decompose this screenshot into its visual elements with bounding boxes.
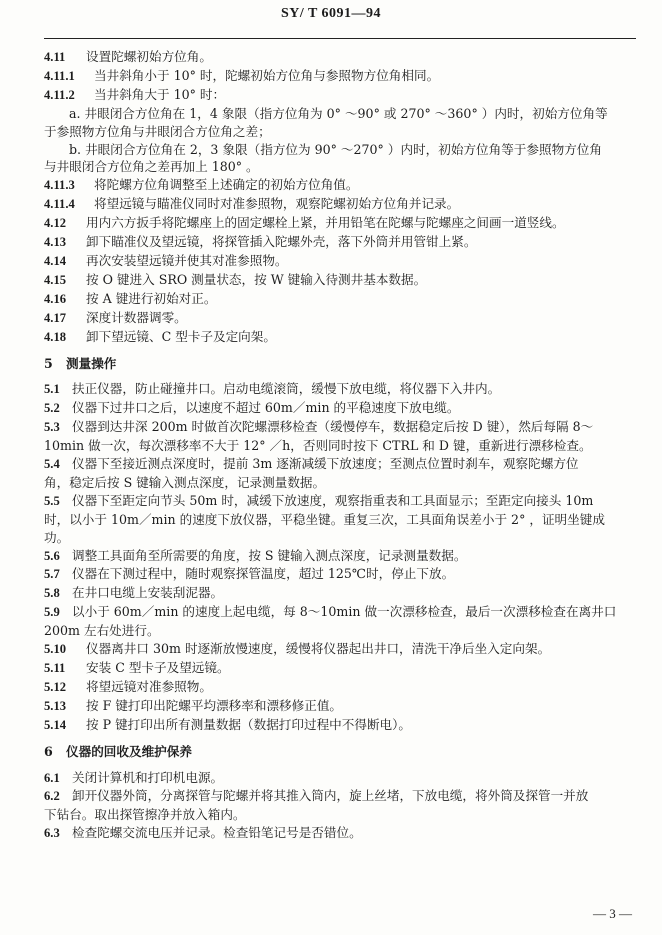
clause-text: 200m 左右处进行。 <box>44 623 160 639</box>
clause-text: 仪器下至距定向节头 50m 时，减缓下放速度，观察指重表和工具面显示；至距定向接头 10m <box>72 492 594 508</box>
text-line <box>44 290 636 309</box>
text-line <box>44 141 636 159</box>
clause-text: 当井斜角大于 10° 时： <box>94 86 226 102</box>
text-line <box>44 769 636 788</box>
header-rule <box>44 38 636 39</box>
clause-number: 4.18 <box>44 329 67 344</box>
section-title: 仪器的回收及维护保养 <box>66 743 192 759</box>
text-line <box>44 418 636 437</box>
section-title: 测量操作 <box>66 355 117 371</box>
clause-text: 与井眼闭合方位角之差再加上 180° 。 <box>44 159 259 175</box>
text-line <box>44 233 636 252</box>
text-line <box>44 787 636 806</box>
text-line <box>44 492 636 511</box>
clause-text: 仪器到达井深 200m 时做首次陀螺漂移检查（缓慢停车，数据稳定后按 D 键），然后每隔 8～ <box>72 419 594 435</box>
section-number: 5 <box>44 355 53 371</box>
clause-text: 仪器在下测过程中，随时观察探管温度，超过 125℃时，停止下放。 <box>72 566 455 582</box>
clause-number: 5.13 <box>44 698 67 713</box>
clause-text: 按 F 键打印出陀螺平均漂移率和漂移修正值。 <box>86 697 343 713</box>
clause-text: 将望远镜对准参照物。 <box>86 678 212 694</box>
text-line <box>44 214 636 233</box>
text-line <box>44 176 636 195</box>
clause-text: 将陀螺方位角调整至上述确定的初始方位角值。 <box>94 177 359 193</box>
clause-text: 仪器离井口 30m 时逐渐放慢速度，缓慢将仪器起出井口，清洗干净后坐入定向架。 <box>86 641 551 657</box>
text-line <box>44 806 636 824</box>
text-line <box>44 380 636 399</box>
text-line <box>44 328 636 347</box>
clause-text: 在井口电缆上安装刮泥器。 <box>72 585 224 601</box>
clause-text: 按 A 键进行初始对正。 <box>86 290 217 306</box>
text-line <box>44 437 636 455</box>
clause-number: 4.14 <box>44 253 67 268</box>
clause-number: 5.1 <box>44 382 60 397</box>
section-5-items <box>44 380 636 734</box>
text-line <box>44 547 636 566</box>
page-header: SY/ T 6091—94 <box>280 6 382 21</box>
clause-number: 5.10 <box>44 642 67 657</box>
clause-number: 5.9 <box>44 605 60 620</box>
clause-number: 4.16 <box>44 291 67 306</box>
clause-number: 6.1 <box>44 770 60 785</box>
clause-text: 当井斜角小于 10° 时，陀螺初始方位角与参照物方位角相同。 <box>94 67 440 83</box>
clause-text: 仪器下至接近测点深度时，提前 3m 逐渐减缓下放速度；至测点位置时刹车，观察陀螺方位 <box>72 456 579 472</box>
clause-text: 关闭计算机和打印机电源。 <box>72 769 224 785</box>
clause-number: 6.2 <box>44 789 60 804</box>
text-line <box>44 67 636 86</box>
clause-text: 扶正仪器，防止碰撞井口。启动电缆滚筒，缓慢下放电缆，将仪器下入井内。 <box>72 381 501 397</box>
clause-text: 卸下望远镜、C 型卡子及定向架。 <box>86 328 276 344</box>
clause-text: 将望远镜与瞄准仪同时对准参照物，观察陀螺初始方位角并记录。 <box>94 196 460 212</box>
clause-text: 按 P 键打印出所有测量数据（数据打印过程中不得断电）。 <box>86 716 412 732</box>
clause-number: 5.4 <box>44 457 60 472</box>
clause-text: b. 井眼闭合方位角在 2，3 象限（指方位为 90° ～270° ）内时，初始方位角等于参照物方位角 <box>69 141 602 157</box>
text-line <box>44 622 636 640</box>
section-6-heading <box>44 743 636 761</box>
text-line <box>44 123 636 141</box>
clause-text: 深度计数器调零。 <box>86 309 187 325</box>
text-line <box>44 474 636 492</box>
text-line <box>44 697 636 716</box>
text-line <box>44 252 636 271</box>
clause-text: 角，稳定后按 S 键输入测点深度，记录测量数据。 <box>44 474 326 490</box>
section-5-heading <box>44 355 636 373</box>
section-4-items <box>44 48 636 347</box>
clause-number: 5.5 <box>44 493 60 508</box>
clause-number: 5.3 <box>44 420 60 435</box>
clause-number: 4.11.4 <box>44 197 75 212</box>
text-line <box>44 455 636 474</box>
text-line <box>44 716 636 735</box>
clause-text: 卸下瞄准仪及望远镜，将探管插入陀螺外壳，落下外筒并用管钳上紧。 <box>86 234 477 250</box>
clause-number: 5.6 <box>44 548 60 563</box>
clause-text: 调整工具面角至所需要的角度，按 S 键输入测点深度，记录测量数据。 <box>72 547 467 563</box>
text-line <box>44 529 636 547</box>
clause-text: a. 井眼闭合方位角在 1，4 象限（指方位角为 0° ～90° 或 270° ～360° ）内时，初始方位角等 <box>69 105 608 121</box>
clause-number: 5.14 <box>44 717 67 732</box>
clause-text: 10min 做一次，每次漂移率不大于 12° ／h，否则同时按下 CTRL 和 D 键，重新进行漂移检查。 <box>44 438 592 454</box>
clause-number: 4.13 <box>44 235 67 250</box>
clause-text: 按 O 键进入 SRO 测量状态，按 W 键输入待测井基本数据。 <box>86 271 427 287</box>
section-6-items <box>44 769 636 844</box>
text-line <box>44 48 636 67</box>
clause-text: 设置陀螺初始方位角。 <box>86 49 212 64</box>
clause-text: 再次安装望远镜并使其对准参照物。 <box>86 252 288 268</box>
text-line <box>44 565 636 584</box>
text-line <box>44 399 636 418</box>
clause-text: 于参照物方位角与井眼闭合方位角之差； <box>44 123 271 139</box>
text-line <box>44 678 636 697</box>
text-line <box>44 824 636 843</box>
clause-text: 功。 <box>44 529 70 545</box>
text-line <box>44 603 636 622</box>
clause-text: 以小于 60m／min 的速度上起电缆，每 8～10min 做一次漂移检查，最后一次漂移检查在离井口 <box>72 604 617 620</box>
clause-number: 4.11.3 <box>44 178 75 193</box>
text-line <box>44 195 636 214</box>
clause-text: 安装 C 型卡子及望远镜。 <box>86 660 230 675</box>
text-line <box>44 309 636 328</box>
clause-number: 5.2 <box>44 401 60 416</box>
text-line <box>44 105 636 123</box>
clause-number: 4.12 <box>44 216 67 231</box>
clause-text: 用内六方扳手将陀螺座上的固定螺栓上紧，并用铅笔在陀螺与陀螺座之间画一道竖线。 <box>86 215 565 231</box>
text-line <box>44 659 636 678</box>
clause-text: 仪器下过井口之后，以速度不超过 60m／min 的平稳速度下放电缆。 <box>72 400 460 416</box>
clause-number: 5.11 <box>44 661 66 675</box>
text-line <box>44 271 636 290</box>
clause-text: 卸开仪器外筒，分离探管与陀螺并将其推入筒内，旋上丝堵，下放电缆，将外筒及探管一并放 <box>72 788 589 804</box>
clause-number: 5.7 <box>44 567 60 582</box>
text-line <box>44 158 636 176</box>
section-number: 6 <box>44 743 53 759</box>
clause-number: 5.8 <box>44 586 60 601</box>
clause-text: 时，以小于 10m／min 的速度下放仪器，平稳坐键。重复三次，工具面角误差小于 2° ，证明坐键成 <box>44 511 605 527</box>
clause-number: 4.11.1 <box>44 68 75 83</box>
document-body <box>44 48 636 843</box>
clause-number: 4.11.2 <box>44 87 75 102</box>
clause-number: 6.3 <box>44 826 60 841</box>
clause-text: 检查陀螺交流电压并记录。检查铅笔记号是否错位。 <box>72 825 362 841</box>
text-line <box>44 640 636 659</box>
text-line <box>44 86 636 105</box>
clause-number: 4.17 <box>44 310 67 325</box>
clause-number: 4.15 <box>44 272 67 287</box>
clause-text: 下钻台。取出探管擦净并放入箱内。 <box>44 807 246 823</box>
page-number: — 3 — <box>593 906 632 921</box>
clause-number: 4.11 <box>44 50 66 64</box>
text-line <box>44 511 636 529</box>
text-line <box>44 584 636 603</box>
clause-number: 5.12 <box>44 679 67 694</box>
